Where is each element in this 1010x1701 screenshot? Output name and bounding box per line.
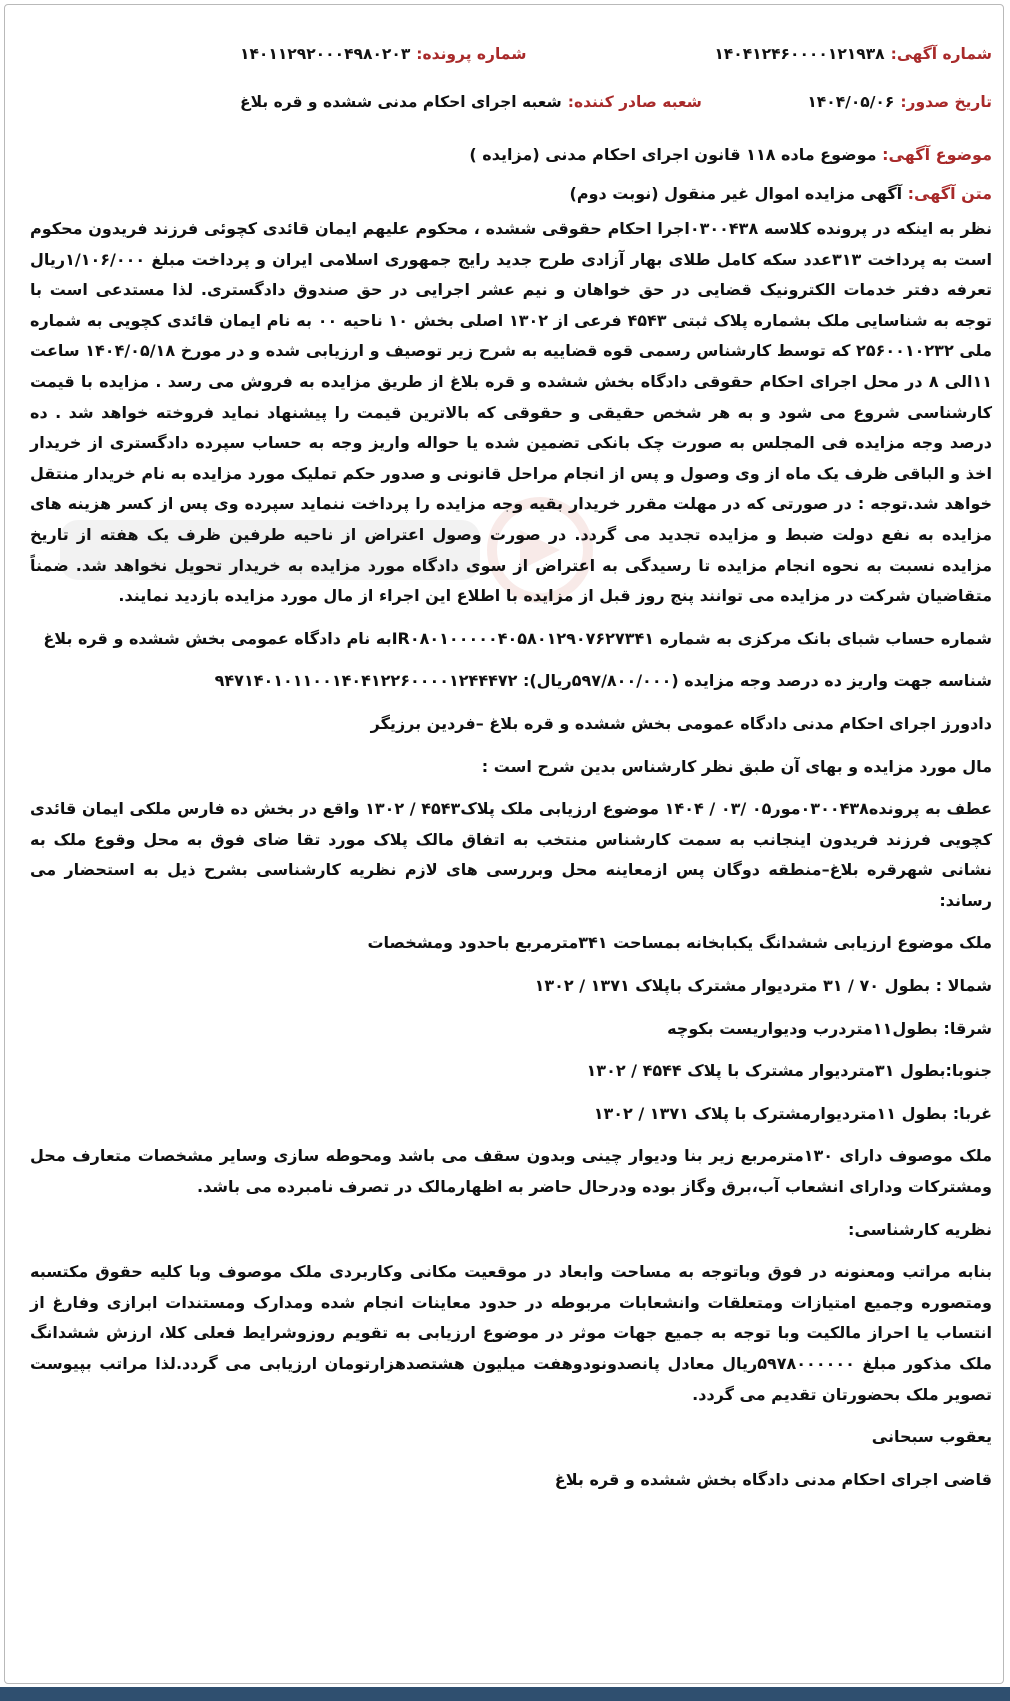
issuing-branch — [30, 93, 702, 111]
expert-opinion-heading: نظریه کارشناسی: — [848, 1219, 992, 1239]
deposit-id-line: شناسه جهت واریز ده درصد وجه مزایده (۵۹۷/۸۰۰/۰۰۰ریال): ۹۴۷۱۴۰۱۰۱۱۰۰۱۴۰۴۱۲۲۶۰۰۰۰۱۲۴۴۴۷۲ — [214, 671, 992, 691]
issue-date-label: تاریخ صدور: — [900, 93, 992, 111]
signer-title: قاضی اجرای احکام مدنی دادگاه بخش ششده و قره بلاغ — [554, 1469, 992, 1489]
bailiff-line: دادورز اجرای احکام مدنی دادگاه عمومی بخش ششده و قره بلاغ –فردین برزیگر — [370, 713, 992, 733]
property-features-paragraph: ملک موصوف دارای ۱۳۰مترمربع زیر بنا ودیوار چینی وبدون سقف می باشد ومحوطه سازی وسایر مشخصات متعارف محل ومشترکات ودارای انشعاب آب،برق وگاز بوده ودرحال حاضر به اظهارمالک در تصرف نامبرده می باشد. — [30, 1146, 993, 1197]
boundary-north: شمالا : بطول ۷۰ / ۳۱ متردیوار مشترک باپلاک ۱۳۷۱ / ۱۳۰۲ — [534, 976, 992, 996]
boundary-south: جنوبا:بطول ۳۱متردیوار مشترک با پلاک ۴۵۴۴ / ۱۳۰۲ — [586, 1061, 992, 1081]
signer-name: یعقوب سبحانی — [871, 1427, 992, 1447]
issue-date-value: ۱۴۰۴/۰۵/۰۶ — [807, 93, 895, 111]
boundary-east: شرقا: بطول۱۱متردرب ودیواریست بکوچه — [667, 1018, 992, 1038]
expert-reference-paragraph: عطف به پرونده۰۳۰۰۴۳۸مور۰۵ /۰۳ / ۱۴۰۴ موضوع ارزیابی ملک پلاک۴۵۴۳ / ۱۳۰۲ واقع در بخش ده فارس ملکی ایمان قائدی کچویی فرزند فریدون اینجانب به سمت کارشناس منتخب به اتفاق مالک پلاک مورد تقا ضای فوق به محل وقوع ملک به نشانی شهرقره بلاغ–منطقه دوگان پس ازمعاینه محل وبررسی های لازم نظریه کارشناسی بشرح ذیل به استحضار می رساند: — [30, 799, 993, 910]
property-description-line: ملک موضوع ارزیابی ششدانگ یکبابخانه بمساحت ۳۴۱مترمربع باحدود ومشخصات — [367, 933, 992, 953]
ad-number-value: ۱۴۰۴۱۲۴۶۰۰۰۰۱۲۱۹۳۸ — [714, 45, 885, 63]
issue-date — [807, 93, 992, 111]
subject-value: موضوع ماده ۱۱۸ قانون اجرای احکام مدنی (مزایده ) — [469, 145, 877, 164]
case-number-value: ۱۴۰۱۱۲۹۲۰۰۰۴۹۸۰۲۰۳ — [240, 45, 411, 63]
body-title-label: متن آگهی: — [907, 184, 992, 203]
sheba-account-paragraph: شماره حساب شبای بانک مرکزی به شماره IR۰۸۰۱۰۰۰۰۰۴۰۵۸۰۱۲۹۰۷۶۲۷۳۴۱به نام دادگاه عمومی بخش ششده و قره بلاغ — [43, 628, 992, 648]
header-row-1 — [30, 30, 992, 78]
subject-label: موضوع آگهی: — [882, 145, 992, 164]
body-title-value: آگهی مزایده اموال غیر منقول (نوبت دوم) — [569, 184, 903, 203]
expert-opinion-paragraph: بنابه مراتب ومعنونه در فوق وباتوجه به مساحت وابعاد در موقعیت مکانی وکاربردی ملک موصوف وبا کلیه حقوق مکتسبه ومتصوره وجمیع امتیازات ومتعلقات وانشعابات مربوطه در حدود معاینات انجام شده ومدارک ومستندات ابرازی وفارغ از انتساب یا احراز مالکیت وبا توجه به جمیع جهات موثر در موضوع ارزیابی به تقویم روزوشرایط فعلی کلا، ارزش ششدانگ ملک مذکور مبلغ ۵۹۷۸۰۰۰۰۰۰ریال معادل پانصدونودوهفت میلیون هشتصدهزارتومان ارزیابی می گردد.لذا مراتب بپیوست تصویر ملک بحضورتان تقدیم می گردد. — [30, 1262, 992, 1404]
boundary-west: غربا: بطول ۱۱متردیوارمشترک با پلاک ۱۳۷۱ / ۱۳۰۲ — [593, 1103, 992, 1123]
subject-line — [30, 138, 992, 171]
case-number-label: شماره پرونده: — [416, 45, 527, 63]
header-row-2 — [30, 78, 992, 126]
bottom-bar — [0, 1687, 1010, 1701]
auction-paragraph: نظر به اینکه در پرونده کلاسه ۰۳۰۰۴۳۸اجرا احکام حقوقی ششده ، محکوم علیهم ایمان قائدی کچوئی فرزند فریدون محکوم است به پرداخت ۳۱۳عدد سکه کامل طلای بهار آزادی طرح جدید رایج جمهوری اسلامی ایران و پرداخت مبلغ ۱/۱۰۶/۰۰۰ریال تعرفه دفتر خدمات الکترونیک قضایی در حق خواهان و نیم عشر اجرایی در حق صندوق دادگستری. لذا مستدعی است با توجه به شناسایی ملک بشماره پلاک ثبتی ۴۵۴۳ فرعی از ۱۳۰۲ اصلی بخش ۱۰ ناحیه ۰۰ به نام ایمان قائدی کچویی به شماره ملی ۲۵۶۰۰۱۰۲۳۲ که توسط کارشناس رسمی قوه قضاییه به شرح زیر توصیف و ارزیابی شده و در مورخ ۱۴۰۴/۰۵/۱۸ ساعت ۱۱الی ۸ در محل اجرای احکام حقوقی دادگاه بخش ششده و قره بلاغ از طریق مزایده به فروش می رسد . مزایده با قیمت کارشناسی شروع می شود و به هر شخص حقیقی و حقوقی که بالاترین قیمت را پیشنهاد نماید فروخته خواهد شد . ده درصد وجه مزایده فی المجلس به صورت چک بانکی تضمین شده یا حواله واریز وجه به حساب سپرده دادگستری از خریدار اخذ و الباقی ظرف یک ماه از وی وصول و پس از انجام مراحل قانونی و صدور حکم تملیک مورد مزایده به نام خریدار منتقل خواهد شد.توجه : در صورتی که در مهلت مقرر خریدار بقیه وجه مزایده را پرداخت ننماید سپرده وی پس از کسر هزینه های مزایده به نفع دولت ضبط و مزایده تجدید می گردد. در صورت وصول اعتراض از ناحیه طرفین ظرف یک هفته از تاریخ مزایده نسبت به نحوه انجام مزایده تا رسیدگی به اعتراض از سوی دادگاه مورد مزایده به خریدار تحویل نخواهد شد. ضمناً متقاضیان شرکت در مزایده می توانند پنج روز قبل از مزایده با اطلاع این اجراء از مال مورد مزایده بازدید نمایند. — [30, 219, 993, 606]
notice-content — [30, 30, 992, 1495]
issuing-branch-label: شعبه صادر کننده: — [567, 93, 702, 111]
ad-number — [714, 45, 992, 63]
ad-number-label: شماره آگهی: — [890, 45, 992, 63]
property-intro-line: مال مورد مزایده و بهای آن طبق نظر کارشناس بدین شرح است : — [481, 756, 992, 776]
issuing-branch-value: شعبه اجرای احکام مدنی ششده و قره بلاغ — [240, 93, 562, 111]
case-number — [30, 45, 526, 63]
body-title-line — [30, 177, 992, 210]
